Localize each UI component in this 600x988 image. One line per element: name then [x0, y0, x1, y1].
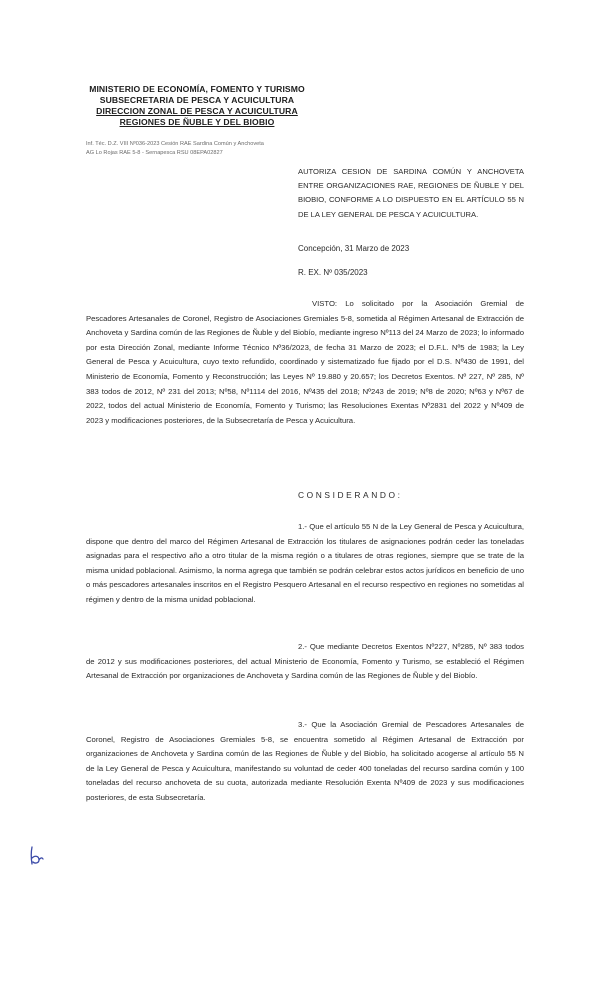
subject-text: AUTORIZA CESION DE SARDINA COMÚN Y ANCHOVETA ENTRE ORGANIZACIONES RAE, REGIONES DE ÑUBLE Y DEL BIOBIO, CONFORME A LO DISPUESTO EN EL ARTÍCULO 55 N DE LA LEY GENERAL DE PESCA Y ACUICULTURA. — [298, 167, 524, 219]
document-date: Concepción, 31 Marzo de 2023 — [298, 244, 410, 253]
considerando-1-number: 1.- — [298, 522, 307, 531]
header-ministry: MINISTERIO DE ECONOMÍA, FOMENTO Y TURISMO — [89, 84, 305, 94]
handwritten-initial-mark — [28, 846, 46, 866]
reference-line-1: Inf. Téc. D.Z. VIII Nº036-2023 Cesión RAE Sardina Común y Anchoveta — [86, 141, 264, 147]
header-regiones: REGIONES DE ÑUBLE Y DEL BIOBIO — [119, 117, 275, 127]
header-direccion: DIRECCION ZONAL DE PESCA Y ACUICULTURA — [96, 106, 298, 116]
reference-line-2: AG Lo Rojas RAE 5-8 - Sernapesca RSU 08EPA02827 — [86, 150, 223, 156]
considerando-3-text: Que la Asociación Gremial de Pescadores Artesanales de Coronel, Registro de Asociaciones Gremiales 5-8, se encuentra sometido al Régimen Artesanal de Extracción por organizaciones de Anchoveta y Sardina común de las Regiones de Ñuble y del Biobío, ha solicitado acogerse al artículo 55 N de la Ley General de Pesca y Acuicultura, manifestando su voluntad de ceder 400 toneladas del recurso sardina común y 100 toneladas del recurso anchoveta de su cuota, autorizada mediante Resolución Exenta Nº409 de 2023 y sus modificaciones posteriores, de esta Subsecretaría. — [86, 720, 524, 802]
considerando-2 — [86, 640, 524, 684]
considerando-3-number: 3.- — [298, 720, 307, 729]
considerando-3 — [86, 718, 524, 806]
resolution-number: R. EX. Nº 035/2023 — [298, 268, 368, 277]
considerando-1 — [86, 520, 524, 608]
header-subsecretaria: SUBSECRETARIA DE PESCA Y ACUICULTURA — [99, 95, 295, 105]
ministry-header — [82, 84, 312, 128]
visto-label: VISTO: — [312, 299, 338, 308]
considerando-1-text: Que el artículo 55 N de la Ley General de Pesca y Acuicultura, dispone que dentro del marco del Régimen Artesanal de Extracción los titulares de asignaciones podrán ceder las toneladas asignadas para el respectivo año a otro titular de la misma región o a titulares de otras regiones, siempre que se trate de la misma unidad poblacional. Asimismo, la norma agrega que también se podrán celebrar estos actos jurídicos en beneficio de uno o más pescadores artesanales inscritos en el Registro Pesquero Artesanal en el recurso respectivo en regiones no sometidas al régimen y dentro de la misma unidad poblacional. — [86, 522, 525, 604]
visto-paragraph — [86, 297, 524, 428]
considerando-title: CONSIDERANDO: — [298, 490, 403, 500]
reference-block — [86, 140, 336, 158]
considerando-2-number: 2.- — [298, 642, 307, 651]
considerando-2-text: Que mediante Decretos Exentos Nº227, Nº285, Nº 383 todos de 2012 y sus modificaciones posteriores, del actual Ministerio de Economía, Fomento y Turismo, se estableció el Régimen Artesanal de Extracción por organizaciones de Anchoveta y Sardina común de las Regiones de Ñuble y del Biobío. — [86, 642, 524, 681]
visto-text: Lo solicitado por la Asociación Gremial de Pescadores Artesanales de Coronel, Registro de Asociaciones Gremiales 5-8, sometida al Régimen Artesanal de Extracción de Anchoveta y Sardina común de las Regiones de Ñuble y del Biobío, mediante ingreso Nº113 del 24 Marzo de 2023; lo informado por esta Dirección Zonal, mediante Informe Técnico Nº36/2023, de fecha 31 Marzo de 2023; el D.F.L. Nº5 de 1983; la Ley General de Pesca y Acuicultura, cuyo texto refundido, coordinado y sistematizado fue fijado por el D.S. Nº430 de 1991, del Ministerio de Economía, Fomento y Reconstrucción; las Leyes Nº 19.880 y 20.657; los Decretos Exentos. Nº 227, Nº 285, Nº 383 todos de 2012, Nº 231 del 2013; Nº58, Nº1114 del 2016, Nº435 del 2018; Nº243 de 2019; Nº8 de 2020; Nº63 y Nº67 de 2022, todos del actual Ministerio de Economía, Fomento y Turismo; las Resoluciones Exentas Nº2831 del 2022 y Nº409 de 2023 y modificaciones posteriores, de la Subsecretaría de Pesca y Acuicultura. — [86, 299, 524, 425]
